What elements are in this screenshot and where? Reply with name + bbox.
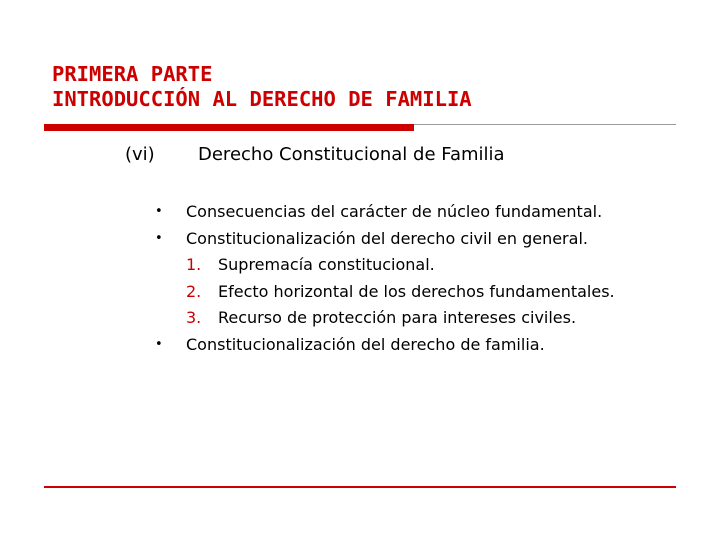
list-item (0, 332, 720, 359)
list-item (0, 226, 720, 253)
sub-list-item (0, 252, 720, 279)
sub-item-text: Recurso de protección para intereses civiles. (218, 308, 577, 327)
sub-item-number: 3. (186, 308, 202, 327)
list-item (0, 199, 720, 226)
list-item-text: Constitucionalización del derecho civil en general. (186, 228, 588, 248)
list-item-text: Consecuencias del carácter de núcleo fundamental. (186, 202, 603, 221)
bullet-marker: • (155, 230, 163, 246)
footer-rule (44, 486, 676, 488)
title-line-1: PRIMERA PARTE (52, 62, 213, 86)
sub-item-number: 1. (186, 255, 202, 274)
content-list (0, 199, 720, 358)
section-heading: Derecho Constitucional de Familia (198, 144, 505, 165)
bullet-marker: • (155, 204, 163, 219)
sub-item-text: Efecto horizontal de los derechos fundamentales. (218, 281, 615, 301)
list-item-text: Constitucionalización del derecho de familia. (186, 334, 545, 354)
bullet-marker: • (155, 336, 163, 352)
sub-list-item (0, 279, 720, 306)
title-line-2: INTRODUCCIÓN AL DERECHO DE FAMILIA (52, 87, 472, 111)
slide-title (52, 62, 472, 112)
sub-item-number: 2. (186, 281, 202, 301)
sub-item-text: Supremacía constitucional. (218, 255, 435, 274)
sub-list-item (0, 305, 720, 332)
title-accent-bar (44, 124, 414, 131)
section-number: (vi) (125, 144, 155, 165)
